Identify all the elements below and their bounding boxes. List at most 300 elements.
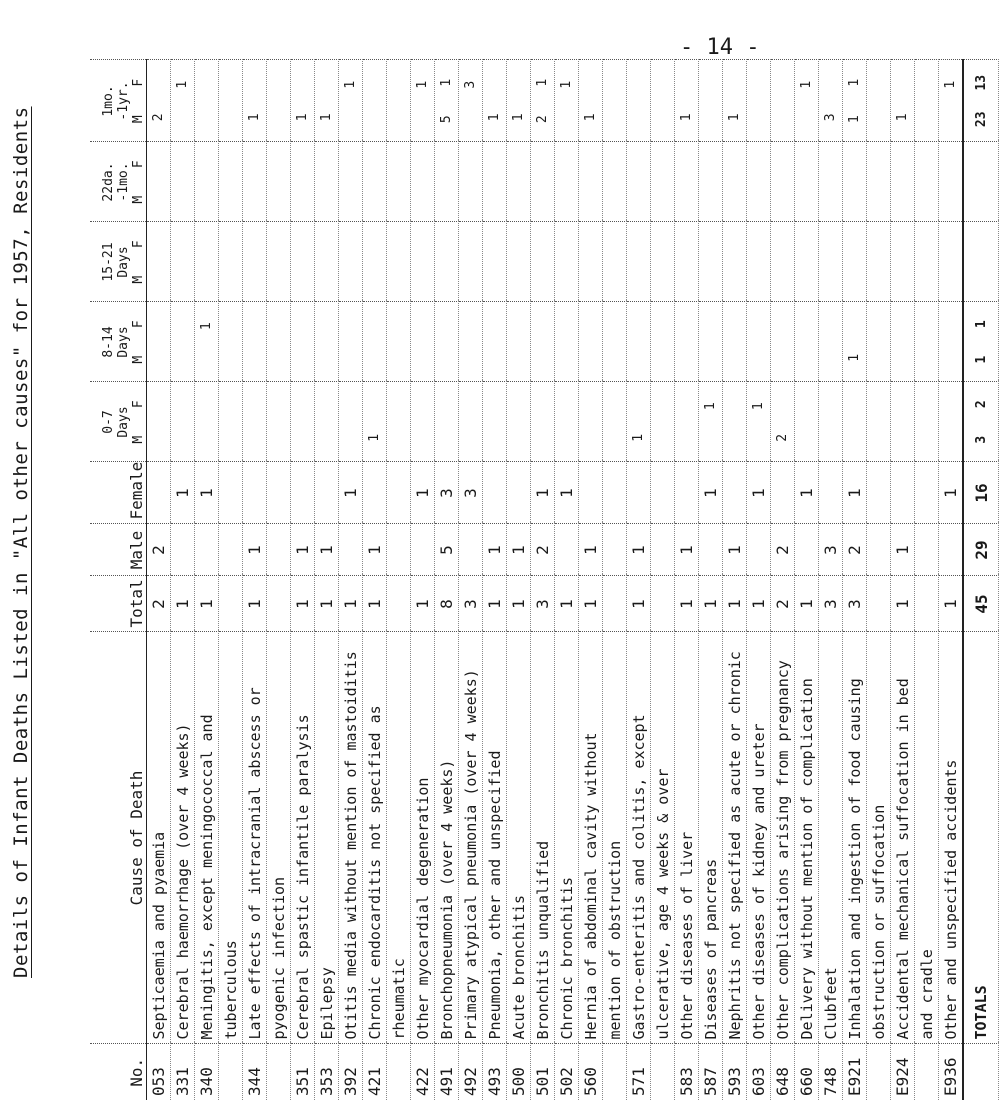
cell-female [771, 462, 795, 524]
cell-8-14 [387, 302, 411, 382]
cell-15-21 [795, 222, 819, 302]
cell-no [387, 1044, 411, 1100]
header-m: M [131, 275, 146, 284]
cell-total: 45 [963, 576, 999, 632]
cell-1mo-f: 1 [415, 80, 430, 89]
cell-22da [867, 142, 891, 222]
cell-no [267, 1044, 291, 1100]
cell-1mo [699, 60, 723, 142]
cell-total: 1 [579, 576, 603, 632]
cell-15-21 [627, 222, 651, 302]
cell-1mo [915, 60, 939, 142]
cell-cause: Cerebral spastic infantile paralysis [291, 632, 315, 1044]
cell-female [675, 462, 699, 524]
cell-0-7 [363, 382, 387, 462]
cell-total: 1 [291, 576, 315, 632]
cell-female [219, 462, 243, 524]
cell-0-7 [243, 382, 267, 462]
cell-22da [147, 142, 171, 222]
cell-total: 3 [459, 576, 483, 632]
cell-8-14-pair [199, 307, 214, 378]
table-row [363, 60, 387, 1100]
table-row [915, 60, 939, 1100]
cell-22da [747, 142, 771, 222]
cell-0-7 [603, 382, 627, 462]
header-m: M [131, 115, 146, 124]
cell-male: 2 [843, 524, 867, 576]
cell-male: 29 [963, 524, 999, 576]
cell-female [387, 462, 411, 524]
cell-male: 5 [435, 524, 459, 576]
cell-no: 560 [579, 1044, 603, 1100]
cell-female [363, 462, 387, 524]
cell-no: 344 [243, 1044, 267, 1100]
cell-0-7 [339, 382, 363, 462]
cell-1mo-f: 1 [535, 78, 550, 87]
cell-cause: Gastro-enteritis and colitis, except [627, 632, 651, 1044]
rotated-table-area [90, 60, 991, 1100]
cell-1mo [435, 60, 459, 142]
cell-8-14 [555, 302, 579, 382]
table-row [627, 60, 651, 1100]
cell-male: 1 [675, 524, 699, 576]
cell-total: 1 [411, 576, 435, 632]
header-f: F [131, 78, 146, 87]
cell-cause: Other diseases of liver [675, 632, 699, 1044]
cell-male [699, 524, 723, 576]
header-m: M [131, 195, 146, 204]
cell-no [915, 1044, 939, 1100]
cell-1mo-pair [295, 65, 310, 138]
cell-8-14 [843, 302, 867, 382]
cell-1mo-pair [535, 65, 550, 138]
cell-15-21 [483, 222, 507, 302]
cell-15-21 [867, 222, 891, 302]
cell-1mo [195, 60, 219, 142]
cell-22da [195, 142, 219, 222]
cell-15-21 [171, 222, 195, 302]
cell-1mo [891, 60, 915, 142]
cell-no: 500 [507, 1044, 531, 1100]
cell-cause: ulcerative, age 4 weeks & over [651, 632, 675, 1044]
cell-15-21 [651, 222, 675, 302]
cell-22da [651, 142, 675, 222]
cell-1mo [363, 60, 387, 142]
cell-22da [699, 142, 723, 222]
cell-male [651, 524, 675, 576]
cell-8-14 [891, 302, 915, 382]
cell-1mo [315, 60, 339, 142]
cell-8-14 [411, 302, 435, 382]
cell-15-21 [435, 222, 459, 302]
header-f: F [131, 320, 146, 329]
cell-total [387, 576, 411, 632]
cell-male [915, 524, 939, 576]
cell-male: 1 [891, 524, 915, 576]
header-m: M [131, 355, 146, 364]
cell-total: 1 [483, 576, 507, 632]
cell-cause: Other and unspecified accidents [939, 632, 964, 1044]
table-row [483, 60, 507, 1100]
cell-8-14 [195, 302, 219, 382]
cell-1mo-m: 2 [151, 113, 166, 122]
cell-total: 1 [747, 576, 771, 632]
cell-1mo-pair [799, 65, 814, 138]
cell-8-14 [339, 302, 363, 382]
cell-0-7-f: 1 [751, 402, 766, 411]
cell-1mo-pair [895, 65, 910, 138]
cell-female: 1 [411, 462, 435, 524]
table-row [459, 60, 483, 1100]
table-row [195, 60, 219, 1100]
header-no: No. [90, 1044, 147, 1100]
infant-deaths-table [90, 60, 999, 1101]
cell-0-7-f: 2 [973, 400, 989, 409]
cell-cause: Pneumonia, other and unspecified [483, 632, 507, 1044]
cell-no: 583 [675, 1044, 699, 1100]
cell-total: 2 [147, 576, 171, 632]
cell-female [891, 462, 915, 524]
table-row [291, 60, 315, 1100]
cell-8-14 [243, 302, 267, 382]
cell-22da [219, 142, 243, 222]
header-age-0-7-label: 0-7 [101, 410, 116, 434]
cell-22da [795, 142, 819, 222]
cell-total: 1 [675, 576, 699, 632]
table-row [387, 60, 411, 1100]
cell-1mo [939, 60, 964, 142]
cell-no: 593 [723, 1044, 747, 1100]
cell-15-21 [555, 222, 579, 302]
header-age-22da-mf [131, 147, 146, 218]
cell-male: 2 [771, 524, 795, 576]
cell-1mo [603, 60, 627, 142]
header-age-15-21-days: Days [116, 246, 131, 278]
cell-male: 1 [363, 524, 387, 576]
cell-female: 1 [843, 462, 867, 524]
header-age-22da-label: 22da. [101, 162, 116, 202]
cell-0-7 [531, 382, 555, 462]
cell-cause: pyogenic infection [267, 632, 291, 1044]
table-row [675, 60, 699, 1100]
cell-no: 748 [819, 1044, 843, 1100]
cell-1mo [171, 60, 195, 142]
cell-22da [579, 142, 603, 222]
cell-1mo-m: 1 [847, 115, 862, 124]
cell-female [147, 462, 171, 524]
cell-1mo [459, 60, 483, 142]
table-row [315, 60, 339, 1100]
cell-0-7 [435, 382, 459, 462]
cell-male: 1 [483, 524, 507, 576]
cell-0-7-pair [631, 387, 646, 458]
cell-cause: Epilepsy [315, 632, 339, 1044]
cell-22da [171, 142, 195, 222]
cell-0-7 [483, 382, 507, 462]
table-row [699, 60, 723, 1100]
cell-cause: tuberculous [219, 632, 243, 1044]
cell-total: 1 [723, 576, 747, 632]
cell-cause: Other myocardial degeneration [411, 632, 435, 1044]
cell-1mo-m: 1 [895, 113, 910, 122]
cell-0-7 [771, 382, 795, 462]
cell-22da [243, 142, 267, 222]
cell-15-21 [147, 222, 171, 302]
cell-male [339, 524, 363, 576]
cell-8-14 [795, 302, 819, 382]
cell-female [315, 462, 339, 524]
cell-22da [555, 142, 579, 222]
cell-8-14 [579, 302, 603, 382]
cell-female: 1 [747, 462, 771, 524]
cell-total: 1 [363, 576, 387, 632]
table-row [243, 60, 267, 1100]
cell-8-14-m: 1 [973, 355, 989, 364]
cell-cause: Otitis media without mention of mastoiditis [339, 632, 363, 1044]
cell-no: 501 [531, 1044, 555, 1100]
cell-1mo [483, 60, 507, 142]
header-f: F [131, 400, 146, 409]
table-row [891, 60, 915, 1100]
header-age-15-21 [90, 222, 147, 302]
cell-male [747, 524, 771, 576]
header-m: M [131, 435, 146, 444]
cell-male [195, 524, 219, 576]
cell-8-14-pair [847, 307, 862, 378]
cell-no: 053 [147, 1044, 171, 1100]
cell-1mo-f: 1 [175, 80, 190, 89]
cell-15-21 [699, 222, 723, 302]
cell-22da [891, 142, 915, 222]
cell-1mo-m: 1 [487, 113, 502, 122]
table-wrapper [90, 60, 991, 1100]
table-row [267, 60, 291, 1100]
cell-1mo [843, 60, 867, 142]
cell-0-7-m: 2 [775, 433, 790, 442]
table-row [147, 60, 171, 1100]
cell-no: 571 [627, 1044, 651, 1100]
cell-female: 16 [963, 462, 999, 524]
cell-8-14 [267, 302, 291, 382]
cell-15-21 [939, 222, 964, 302]
cell-male: 3 [819, 524, 843, 576]
header-age-1mo-mf [131, 65, 146, 138]
cell-male: 1 [723, 524, 747, 576]
table-row [819, 60, 843, 1100]
cell-total [915, 576, 939, 632]
cell-0-7-pair [751, 387, 766, 458]
cell-8-14 [363, 302, 387, 382]
cell-8-14 [723, 302, 747, 382]
cell-0-7 [459, 382, 483, 462]
cell-total: 1 [939, 576, 964, 632]
cell-cause: Other diseases of kidney and ureter [747, 632, 771, 1044]
header-age-15-21-mf [131, 227, 146, 298]
header-age-8-14-days: Days [116, 326, 131, 358]
cell-no [963, 1044, 999, 1100]
table-row [555, 60, 579, 1100]
cell-8-14 [915, 302, 939, 382]
table-row [747, 60, 771, 1100]
cell-no [867, 1044, 891, 1100]
cell-total: 1 [243, 576, 267, 632]
cell-cause: and cradle [915, 632, 939, 1044]
cell-22da [603, 142, 627, 222]
header-age-8-14-mf [131, 307, 146, 378]
cell-female [291, 462, 315, 524]
cell-0-7-m: 1 [631, 433, 646, 442]
cell-22da [843, 142, 867, 222]
cell-total: 8 [435, 576, 459, 632]
cell-male [603, 524, 627, 576]
cell-8-14 [483, 302, 507, 382]
cell-total [219, 576, 243, 632]
cell-8-14-f: 1 [973, 320, 989, 329]
cell-0-7 [795, 382, 819, 462]
cell-15-21 [459, 222, 483, 302]
cell-1mo-pair [511, 65, 526, 138]
cell-1mo [147, 60, 171, 142]
cell-1mo-m: 1 [319, 113, 334, 122]
cell-no: 351 [291, 1044, 315, 1100]
cell-cause: obstruction or suffocation [867, 632, 891, 1044]
cell-0-7 [939, 382, 964, 462]
cell-0-7 [291, 382, 315, 462]
cell-1mo-m: 1 [727, 113, 742, 122]
cell-1mo-pair [415, 65, 430, 138]
cell-1mo-m: 1 [295, 113, 310, 122]
cell-22da [507, 142, 531, 222]
cell-22da [483, 142, 507, 222]
cell-total: 3 [531, 576, 555, 632]
cell-1mo-f: 1 [799, 80, 814, 89]
header-row [90, 60, 147, 1100]
cell-0-7 [315, 382, 339, 462]
cell-22da [267, 142, 291, 222]
cell-15-21 [387, 222, 411, 302]
cell-0-7 [579, 382, 603, 462]
cell-15-21 [507, 222, 531, 302]
cell-female: 1 [171, 462, 195, 524]
cell-1mo-f: 1 [343, 80, 358, 89]
cell-1mo [963, 60, 999, 142]
cell-male [939, 524, 964, 576]
header-f: F [131, 160, 146, 169]
cell-1mo-f: 1 [847, 78, 862, 87]
cell-1mo-pair [439, 65, 454, 138]
table-row [339, 60, 363, 1100]
cell-1mo [747, 60, 771, 142]
cell-8-14 [219, 302, 243, 382]
cell-8-14 [939, 302, 964, 382]
page-number: - 14 - [680, 35, 760, 60]
cell-0-7-pair [703, 387, 718, 458]
cell-15-21 [891, 222, 915, 302]
table-body [147, 60, 999, 1100]
cell-female: 1 [339, 462, 363, 524]
cell-no [651, 1044, 675, 1100]
cell-no: 392 [339, 1044, 363, 1100]
cell-no [219, 1044, 243, 1100]
cell-1mo-m: 1 [679, 113, 694, 122]
cell-1mo-pair [247, 65, 262, 138]
table-row [411, 60, 435, 1100]
header-age-15-21-label: 15-21 [101, 242, 116, 282]
cell-1mo [219, 60, 243, 142]
cell-8-14 [771, 302, 795, 382]
cell-8-14 [459, 302, 483, 382]
table-row [579, 60, 603, 1100]
totals-row [963, 60, 999, 1100]
cell-8-14 [603, 302, 627, 382]
cell-no: E924 [891, 1044, 915, 1100]
cell-8-14 [747, 302, 771, 382]
cell-cause: Septicaemia and pyaemia [147, 632, 171, 1044]
cell-8-14 [819, 302, 843, 382]
cell-male [867, 524, 891, 576]
header-female: Female [90, 462, 147, 524]
header-age-to-1mo: -1mo. [116, 162, 131, 202]
cell-22da [819, 142, 843, 222]
cell-15-21 [195, 222, 219, 302]
cell-1mo-pair [974, 65, 989, 138]
cell-female: 3 [435, 462, 459, 524]
cell-0-7-pair [775, 387, 790, 458]
cell-1mo-f: 3 [463, 80, 478, 89]
cell-cause: Diseases of pancreas [699, 632, 723, 1044]
cell-8-14 [867, 302, 891, 382]
cell-15-21 [339, 222, 363, 302]
cell-male [267, 524, 291, 576]
cell-22da [459, 142, 483, 222]
cell-total [651, 576, 675, 632]
cell-male [171, 524, 195, 576]
cell-male: 1 [243, 524, 267, 576]
table-row [435, 60, 459, 1100]
cell-female [915, 462, 939, 524]
cell-no: 502 [555, 1044, 579, 1100]
cell-1mo [387, 60, 411, 142]
cell-male [795, 524, 819, 576]
cell-0-7 [963, 382, 999, 462]
header-age-8-14-label: 8-14 [101, 326, 116, 358]
cell-female [603, 462, 627, 524]
cell-female [483, 462, 507, 524]
header-age-to-1yr: -1yr. [116, 81, 131, 121]
cell-8-14 [651, 302, 675, 382]
cell-0-7 [819, 382, 843, 462]
cell-0-7 [747, 382, 771, 462]
cell-no: 491 [435, 1044, 459, 1100]
cell-no: 493 [483, 1044, 507, 1100]
cell-15-21 [411, 222, 435, 302]
cell-female [579, 462, 603, 524]
cell-22da [939, 142, 964, 222]
cell-22da [339, 142, 363, 222]
cell-0-7 [507, 382, 531, 462]
cell-male [387, 524, 411, 576]
cell-8-14 [963, 302, 999, 382]
cell-1mo [555, 60, 579, 142]
cell-15-21 [819, 222, 843, 302]
cell-cause: Chronic endocarditis not specified as [363, 632, 387, 1044]
header-age-0-7-days: Days [116, 406, 131, 438]
cell-male: 2 [147, 524, 171, 576]
cell-8-14 [531, 302, 555, 382]
cell-male: 1 [579, 524, 603, 576]
cell-no: 421 [363, 1044, 387, 1100]
cell-cause: Acute bronchitis [507, 632, 531, 1044]
